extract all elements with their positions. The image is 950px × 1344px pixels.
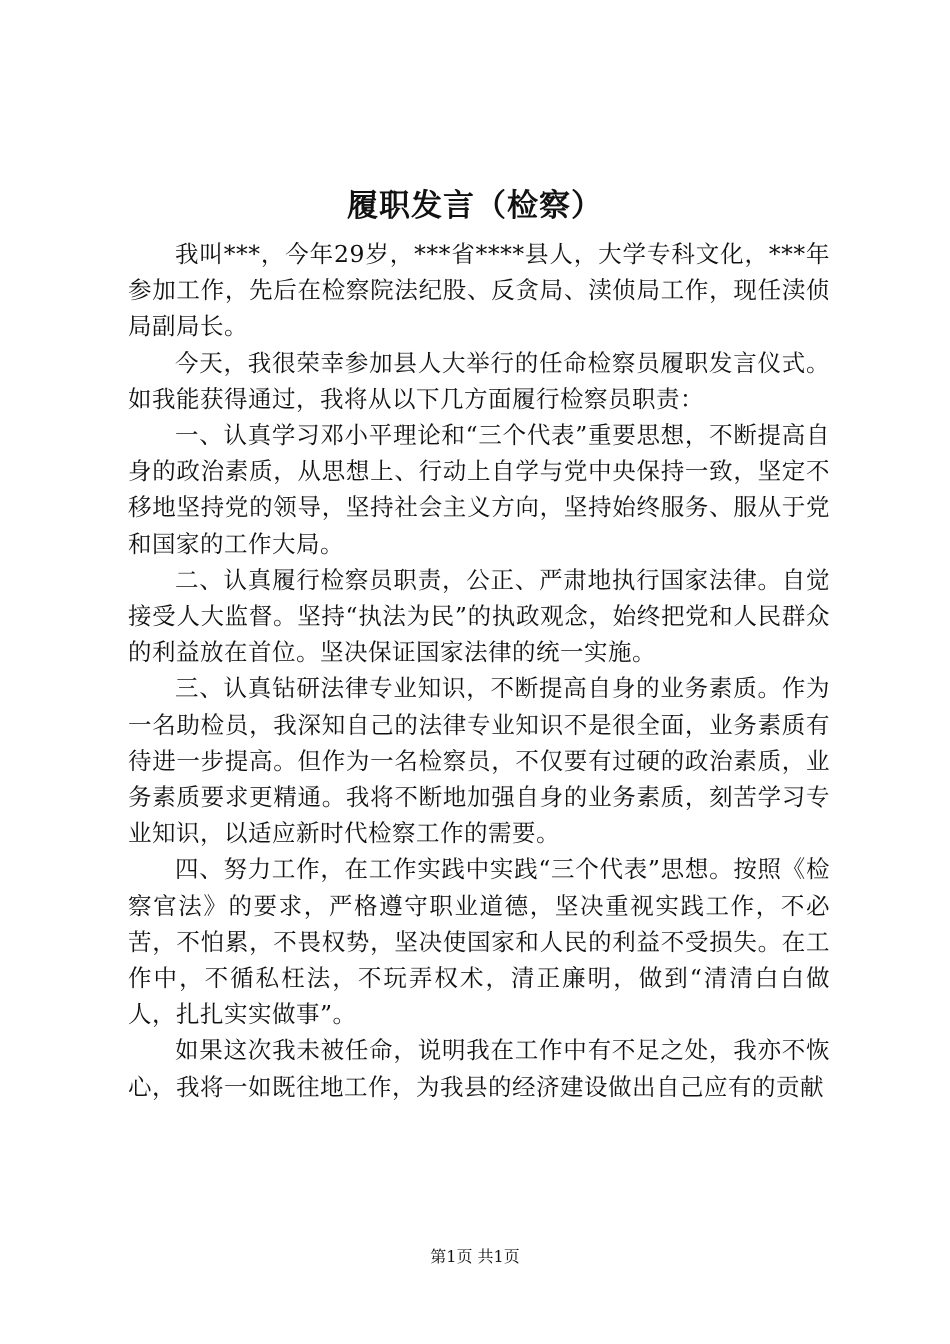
document-body xyxy=(128,236,830,1105)
paragraph-point-3: 三、认真钻研法律专业知识，不断提高自身的业务素质。作为一名助检员，我深知自己的法律专业知识不是很全面，业务素质有待进一步提高。但作为一名检察员，不仅要有过硬的政治素质，业务素质要求更精通。我将不断地加强自身的业务素质，刻苦学习专业知识，以适应新时代检察工作的需要。 xyxy=(128,674,830,848)
document-title: 履职发言（检察） xyxy=(347,188,603,224)
paragraph-occasion: 今天，我很荣幸参加县人大举行的任命检察员履职发言仪式。如我能获得通过，我将从以下几方面履行检察员职责： xyxy=(128,348,830,413)
paragraph-intro: 我叫***，今年29岁，***省****县人，大学专科文化，***年参加工作，先后在检察院法纪股、反贪局、渎侦局工作，现任渎侦局副局长。 xyxy=(128,240,830,341)
paragraph-point-4: 四、努力工作，在工作实践中实践“三个代表”思想。按照《检察官法》的要求，严格遵守职业道德，坚决重视实践工作，不必苦，不怕累，不畏权势，坚决使国家和人民的利益不受损失。在工作中，不循私枉法，不玩弄权术，清正廉明，做到“清清白白做人，扎扎实实做事”。 xyxy=(128,855,830,1029)
page-number: 第1页 共1页 xyxy=(430,1247,520,1266)
paragraph-closing: 如果这次我未被任命，说明我在工作中有不足之处，我亦不恢心，我将一如既往地工作，为我县的经济建设做出自己应有的贡献 xyxy=(128,1036,830,1101)
paragraph-point-1: 一、认真学习邓小平理论和“三个代表”重要思想，不断提高自身的政治素质，从思想上、行动上自学与党中央保持一致，坚定不移地坚持党的领导，坚持社会主义方向，坚持始终服务、服从于党和国家的工作大局。 xyxy=(128,421,830,558)
paragraph-point-2: 二、认真履行检察员职责，公正、严肃地执行国家法律。自觉接受人大监督。坚持“执法为民”的执政观念，始终把党和人民群众的利益放在首位。坚决保证国家法律的统一实施。 xyxy=(128,565,830,667)
